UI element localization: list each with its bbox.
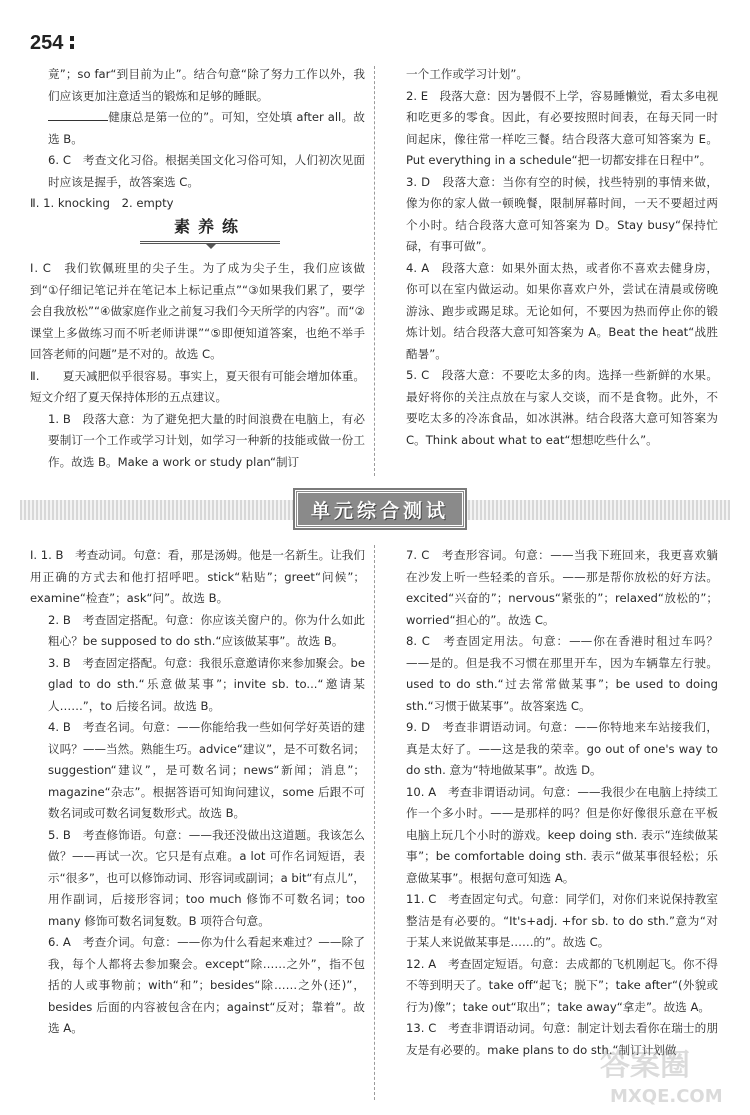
- bottom-left-column: [30, 545, 365, 1040]
- paragraph: 5. B 考查修饰语。句意：——我还没做出这道题。我该怎么做？——再试一次。它只是有点难。a lot 可作名词短语，表示“很多”，也可以修饰动词、形容词或副词；a bit“有点儿”，用作副词，后接形容词；too much 修饰不可数名词；too many 修饰可数名词复数。B 项符合句意。: [48, 827, 365, 928]
- paragraph: 4. A 段落大意：如果外面太热，或者你不喜欢去健身房，你可以在室内做运动。如果你喜欢户外，尝试在清晨或傍晚游泳、跑步或踢足球。无论如何，不要因为热而停止你的锻炼计划。结合段落大意可知答案为 A。Beat the heat“战胜酷暑”。: [406, 260, 718, 361]
- paragraph: 6. A 考查介词。句意：——你为什么看起来难过？——除了我，每个人都将去参加聚会。except“除……之外”，指不包括的人或事物前；with“和”；besides“除……之外(还)”，besides 后面的内容被包含在内；against“反对；靠着”。故选 A。: [48, 935, 365, 1035]
- paragraph: 2. B 考查固定搭配。句意：你应该关窗户的。你为什么如此粗心？be supposed to do sth.“应该做某事”。故选 B。: [48, 612, 365, 648]
- paragraph: 健康总是第一位的”。可知，空处填 after all。故选 B。: [48, 110, 365, 146]
- page-number: 254: [30, 32, 64, 54]
- bottom-right-column: [388, 545, 718, 1061]
- banner-box: [295, 490, 465, 528]
- paragraph: 3. B 考查固定搭配。句意：我很乐意邀请你来参加聚会。be glad to do sth.“乐意做某事”；invite sb. to...“邀请某人……”，to 后接名词。故选 B。: [48, 655, 365, 713]
- blank-line: [48, 109, 108, 121]
- paragraph: Ⅱ. 夏天减肥似乎很容易。事实上，夏天很有可能会增加体重。短文介绍了夏天保持体形的五点建议。: [30, 368, 365, 404]
- top-left-column: [30, 64, 365, 215]
- paragraph: 8. C 考查固定用法。句意：——你在香港时租过车吗？——是的。但是我不习惯在那里开车，因为车辆靠左行驶。used to do sth.“过去常常做某事”；be used to doing sth.“习惯于做某事”。故答案选 C。: [406, 634, 718, 713]
- paragraph: Ⅱ. 1. knocking 2. empty: [30, 196, 174, 210]
- top-left-column-2: [30, 258, 365, 473]
- paragraph: Ⅰ. 1. B 考查动词。句意：看，那是汤姆。他是一名新生。让我们用正确的方式去和他打招呼吧。stick“粘贴”；greet“问候”；examine“检查”；ask“问”。故选 B。: [30, 548, 365, 605]
- paragraph: 12. A 考查固定短语。句意：去成都的飞机刚起飞。你不得不等到明天了。take off“起飞；脱下”；take after“(外貌或行为)像”；take out“取出”；take away“拿走”。故选 A。: [406, 956, 718, 1014]
- paragraph: 10. A 考查非谓语动词。句意：——我很少在电脑上持续工作一个多小时。——是那样的吗？但是你好像很乐意在平板电脑上玩几个小时的游戏。keep doing sth. 表示“连续做某事”；be comfortable doing sth. 表示“做某事很轻松；乐意做某事”。根据句意可知选 A。: [406, 784, 718, 885]
- paragraph: 4. B 考查名词。句意：——你能给我一些如何学好英语的建议吗？——当然。熟能生巧。advice“建议”，是不可数名词；suggestion“建议”，是可数名词；news“新闻；消息”；magazine“杂志”。根据答语可知询问建议，some 后跟不可数名词或可数名词复数形式。故选 B。: [48, 720, 365, 820]
- svg-text:答案圈: 答案圈: [600, 1048, 690, 1083]
- watermark-logo: [590, 1040, 740, 1110]
- paragraph: 1. B 段落大意：为了避免把大量的时间浪费在电脑上，有必要制订一个工作或学习计划，如学习一种新的技能或做一份工作。故选 B。Make a work or study plan“制订: [48, 411, 365, 469]
- section-title: 素养练: [173, 217, 246, 236]
- top-right-column: [388, 64, 718, 451]
- paragraph: 11. C 考查固定句式。句意：同学们，对你们来说保持教室整洁是有必要的。“It's+adj. +for sb. to do sth.”意为“对于某人来说做某事是……的”。故选 C。: [406, 892, 718, 949]
- paragraph: 一个工作或学习计划”。: [406, 67, 528, 81]
- column-divider: [374, 66, 375, 476]
- banner-title: 单元综合测试: [310, 499, 449, 522]
- paragraph: 5. C 段落大意：不要吃太多的肉。选择一些新鲜的水果。最好将你的关注点放在与家人交谈，而不是食物。此外，不要吃太多的冷冻食品，如冰淇淋。结合段落大意可知答案为 C。Think about what to eat“想想吃些什么”。: [406, 368, 718, 447]
- paragraph: 3. D 段落大意：当你有空的时候，找些特别的事情来做，像为你的家人做一顿晚餐，限制屏幕时间，一天不要超过两个小时。结合段落大意可知答案为 D。Stay busy“保持忙碌，有事可做”。: [406, 174, 718, 253]
- paragraph: 2. E 段落大意：因为暑假不上学，容易睡懒觉，看太多电视和吃更多的零食。因此，有必要按照时间表，在每天同一时间起床，像往常一样吃三餐。结合段落大意可知答案为 E。Put everything in a schedule“把一切都安排在日程中”。: [406, 88, 718, 167]
- svg-text:MXQE.COM: MXQE.COM: [610, 1086, 723, 1107]
- paragraph: 竟”；so far“到目前为止”。结合句意“除了努力工作以外，我们应该更加注意适当的锻炼和足够的睡眠。: [48, 67, 365, 103]
- page-number-marker: [70, 36, 75, 50]
- paragraph: 7. C 考查形容词。句意：——当我下班回来，我更喜欢躺在沙发上听一些轻柔的音乐。——那是帮你放松的好方法。excited“兴奋的”；nervous“紧张的”；relaxed“放松的”；worried“担心的”。故选 C。: [406, 548, 718, 627]
- paragraph: Ⅰ. C 我们钦佩班里的尖子生。为了成为尖子生，我们应该做到“①仔细记笔记并在笔记本上标记重点”“③如果我们累了，要学会自我放松”“④做家庭作业之前复习我们今天所学的内容”。而“②课堂上多做练习而不听老师讲课”“⑤即便知道答案，也绝不举手回答老师的问题”是不对的。故选 C。: [30, 261, 365, 361]
- section-title-pointer: [205, 243, 217, 249]
- unit-test-banner: [20, 488, 730, 532]
- paragraph: 6. C 考查文化习俗。根据美国文化习俗可知，人们初次见面时应该是握手，故答案选 C。: [48, 153, 365, 189]
- column-divider: [374, 545, 375, 1100]
- paragraph: 9. D 考查非谓语动词。句意：——你特地来车站接我们，真是太好了。——这是我的荣幸。go out of one's way to do sth. 意为“特地做某事”。故选 D。: [406, 720, 718, 777]
- paragraph: 13. C 考查非谓语动词。句意：制定计划去看你在瑞士的朋友是有必要的。make plans to do sth.“制订计划做: [406, 1021, 718, 1057]
